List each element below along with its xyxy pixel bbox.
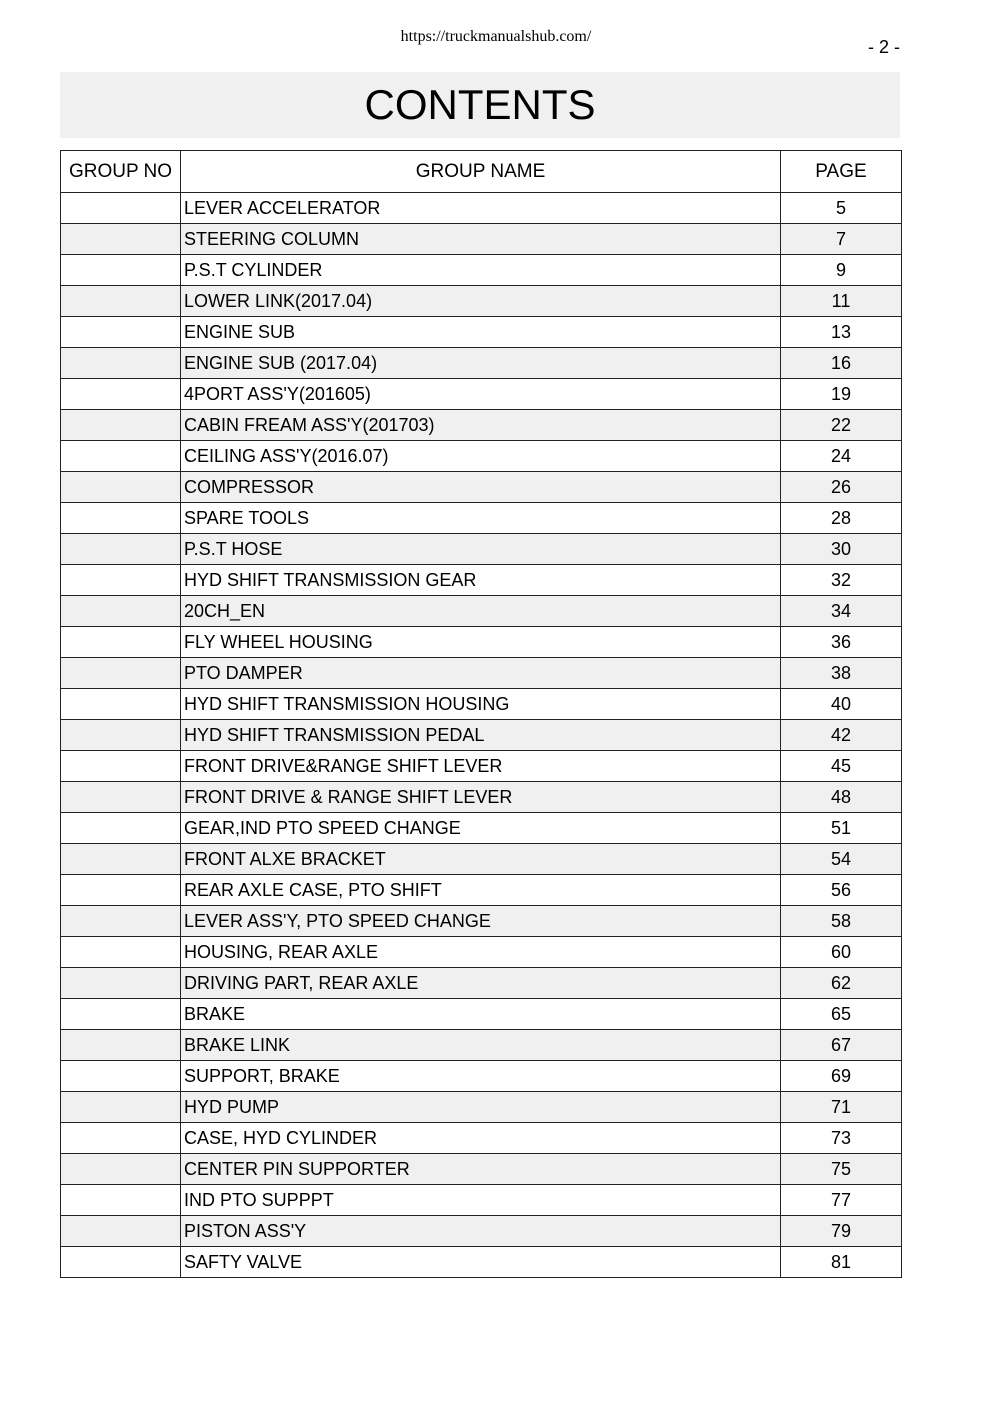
group-name-cell: PISTON ASS'Y <box>181 1216 781 1247</box>
contents-table <box>60 150 902 1278</box>
group-name-cell: FRONT ALXE BRACKET <box>181 844 781 875</box>
table-row[interactable] <box>61 999 902 1030</box>
page-cell: 9 <box>781 255 902 286</box>
page-cell: 34 <box>781 596 902 627</box>
page-title: CONTENTS <box>364 81 596 128</box>
group-no-cell <box>61 534 181 565</box>
group-name-cell: HYD SHIFT TRANSMISSION PEDAL <box>181 720 781 751</box>
group-name-cell: 4PORT ASS'Y(201605) <box>181 379 781 410</box>
group-no-cell <box>61 627 181 658</box>
page-cell: 45 <box>781 751 902 782</box>
group-no-cell <box>61 255 181 286</box>
page-cell: 48 <box>781 782 902 813</box>
table-row[interactable] <box>61 193 902 224</box>
group-name-cell: STEERING COLUMN <box>181 224 781 255</box>
group-no-cell <box>61 317 181 348</box>
source-url: https://truckmanualshub.com/ <box>400 28 592 45</box>
group-name-cell: HYD SHIFT TRANSMISSION GEAR <box>181 565 781 596</box>
group-no-cell <box>61 1123 181 1154</box>
group-no-cell <box>61 782 181 813</box>
page-cell: 16 <box>781 348 902 379</box>
table-row[interactable] <box>61 1185 902 1216</box>
group-no-cell <box>61 472 181 503</box>
table-header-row <box>61 151 902 193</box>
table-row[interactable] <box>61 255 902 286</box>
page-cell: 28 <box>781 503 902 534</box>
group-no-cell <box>61 1216 181 1247</box>
column-header-page: PAGE <box>781 151 902 193</box>
group-name-cell: BRAKE <box>181 999 781 1030</box>
table-row[interactable] <box>61 441 902 472</box>
group-name-cell: REAR AXLE CASE, PTO SHIFT <box>181 875 781 906</box>
table-row[interactable] <box>61 813 902 844</box>
group-no-cell <box>61 968 181 999</box>
table-row[interactable] <box>61 720 902 751</box>
group-name-cell: COMPRESSOR <box>181 472 781 503</box>
group-no-cell <box>61 689 181 720</box>
group-name-cell: ENGINE SUB (2017.04) <box>181 348 781 379</box>
group-no-cell <box>61 1061 181 1092</box>
page-cell: 51 <box>781 813 902 844</box>
table-row[interactable] <box>61 534 902 565</box>
group-name-cell: CASE, HYD CYLINDER <box>181 1123 781 1154</box>
table-row[interactable] <box>61 503 902 534</box>
table-row[interactable] <box>61 1061 902 1092</box>
page-cell: 11 <box>781 286 902 317</box>
group-no-cell <box>61 596 181 627</box>
group-no-cell <box>61 286 181 317</box>
group-no-cell <box>61 441 181 472</box>
page-cell: 81 <box>781 1247 902 1278</box>
table-row[interactable] <box>61 844 902 875</box>
group-name-cell: SUPPORT, BRAKE <box>181 1061 781 1092</box>
page-cell: 5 <box>781 193 902 224</box>
group-name-cell: HYD PUMP <box>181 1092 781 1123</box>
group-no-cell <box>61 193 181 224</box>
page-cell: 42 <box>781 720 902 751</box>
table-row[interactable] <box>61 627 902 658</box>
group-no-cell <box>61 720 181 751</box>
table-row[interactable] <box>61 1247 902 1278</box>
group-name-cell: PTO DAMPER <box>181 658 781 689</box>
page-cell: 56 <box>781 875 902 906</box>
page-cell: 79 <box>781 1216 902 1247</box>
page-cell: 24 <box>781 441 902 472</box>
page-cell: 75 <box>781 1154 902 1185</box>
page-cell: 32 <box>781 565 902 596</box>
group-no-cell <box>61 751 181 782</box>
group-name-cell: P.S.T CYLINDER <box>181 255 781 286</box>
page-cell: 19 <box>781 379 902 410</box>
group-name-cell: CENTER PIN SUPPORTER <box>181 1154 781 1185</box>
group-no-cell <box>61 844 181 875</box>
table-row[interactable] <box>61 875 902 906</box>
group-no-cell <box>61 1092 181 1123</box>
column-header-group-no: GROUP NO <box>61 151 181 193</box>
table-row[interactable] <box>61 348 902 379</box>
group-no-cell <box>61 875 181 906</box>
group-name-cell: IND PTO SUPPPT <box>181 1185 781 1216</box>
page-cell: 71 <box>781 1092 902 1123</box>
table-row[interactable] <box>61 782 902 813</box>
group-name-cell: SAFTY VALVE <box>181 1247 781 1278</box>
group-name-cell: LEVER ACCELERATOR <box>181 193 781 224</box>
page-cell: 40 <box>781 689 902 720</box>
page-cell: 36 <box>781 627 902 658</box>
group-name-cell: DRIVING PART, REAR AXLE <box>181 968 781 999</box>
table-row[interactable] <box>61 1123 902 1154</box>
table-row[interactable] <box>61 286 902 317</box>
group-no-cell <box>61 999 181 1030</box>
table-row[interactable] <box>61 1154 902 1185</box>
group-name-cell: FRONT DRIVE & RANGE SHIFT LEVER <box>181 782 781 813</box>
page-number: - 2 - <box>867 37 900 57</box>
group-name-cell: LOWER LINK(2017.04) <box>181 286 781 317</box>
page-cell: 65 <box>781 999 902 1030</box>
table-row[interactable] <box>61 565 902 596</box>
title-banner <box>60 72 900 138</box>
group-no-cell <box>61 906 181 937</box>
group-name-cell: FLY WHEEL HOUSING <box>181 627 781 658</box>
group-no-cell <box>61 1247 181 1278</box>
page-cell: 26 <box>781 472 902 503</box>
page-cell: 7 <box>781 224 902 255</box>
table-row[interactable] <box>61 224 902 255</box>
group-name-cell: P.S.T HOSE <box>181 534 781 565</box>
group-name-cell: 20CH_EN <box>181 596 781 627</box>
group-no-cell <box>61 565 181 596</box>
group-no-cell <box>61 503 181 534</box>
page-cell: 54 <box>781 844 902 875</box>
group-no-cell <box>61 813 181 844</box>
table-row[interactable] <box>61 1092 902 1123</box>
page-cell: 60 <box>781 937 902 968</box>
group-no-cell <box>61 1030 181 1061</box>
page-cell: 30 <box>781 534 902 565</box>
group-name-cell: CABIN FREAM ASS'Y(201703) <box>181 410 781 441</box>
table-row[interactable] <box>61 596 902 627</box>
table-row[interactable] <box>61 751 902 782</box>
table-row[interactable] <box>61 317 902 348</box>
page-cell: 22 <box>781 410 902 441</box>
group-no-cell <box>61 379 181 410</box>
table-row[interactable] <box>61 906 902 937</box>
group-no-cell <box>61 348 181 379</box>
group-name-cell: GEAR,IND PTO SPEED CHANGE <box>181 813 781 844</box>
table-row[interactable] <box>61 1216 902 1247</box>
group-name-cell: CEILING ASS'Y(2016.07) <box>181 441 781 472</box>
group-name-cell: SPARE TOOLS <box>181 503 781 534</box>
table-row[interactable] <box>61 410 902 441</box>
page-cell: 69 <box>781 1061 902 1092</box>
page-cell: 13 <box>781 317 902 348</box>
group-no-cell <box>61 1185 181 1216</box>
page-cell: 38 <box>781 658 902 689</box>
group-name-cell: HYD SHIFT TRANSMISSION HOUSING <box>181 689 781 720</box>
table-row[interactable] <box>61 472 902 503</box>
page-cell: 77 <box>781 1185 902 1216</box>
group-name-cell: BRAKE LINK <box>181 1030 781 1061</box>
page-cell: 73 <box>781 1123 902 1154</box>
group-name-cell: LEVER ASS'Y, PTO SPEED CHANGE <box>181 906 781 937</box>
table-row[interactable] <box>61 658 902 689</box>
table-row[interactable] <box>61 379 902 410</box>
group-name-cell: FRONT DRIVE&RANGE SHIFT LEVER <box>181 751 781 782</box>
page-cell: 67 <box>781 1030 902 1061</box>
table-row[interactable] <box>61 1030 902 1061</box>
group-no-cell <box>61 658 181 689</box>
table-row[interactable] <box>61 937 902 968</box>
group-no-cell <box>61 937 181 968</box>
group-name-cell: HOUSING, REAR AXLE <box>181 937 781 968</box>
table-row[interactable] <box>61 968 902 999</box>
table-row[interactable] <box>61 689 902 720</box>
column-header-group-name: GROUP NAME <box>181 151 781 193</box>
group-name-cell: ENGINE SUB <box>181 317 781 348</box>
group-no-cell <box>61 1154 181 1185</box>
page-cell: 62 <box>781 968 902 999</box>
page-cell: 58 <box>781 906 902 937</box>
table-body <box>61 193 902 1278</box>
group-no-cell <box>61 224 181 255</box>
group-no-cell <box>61 410 181 441</box>
